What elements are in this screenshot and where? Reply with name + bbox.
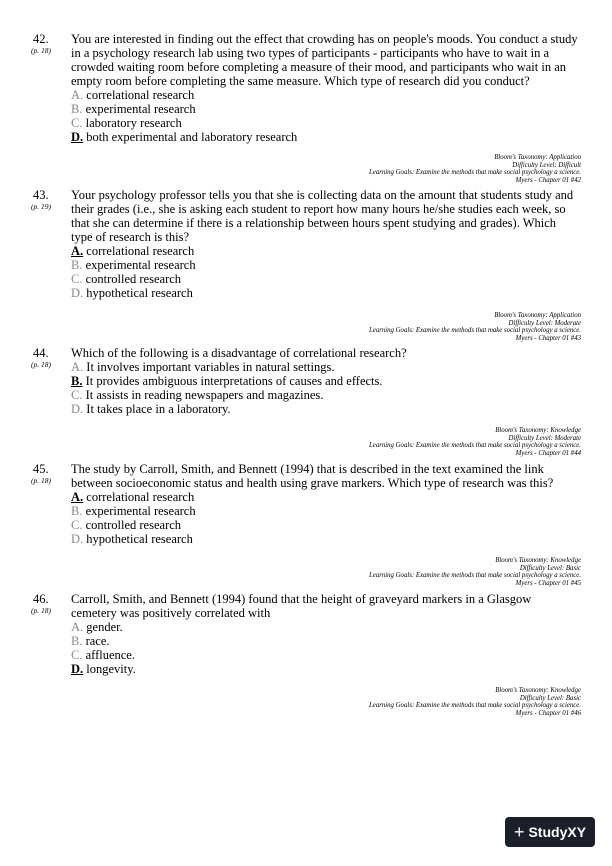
question-number: 43. [33, 188, 49, 202]
question-metadata: Bloom's Taxonomy: Knowledge Difficulty Level: Moderate Learning Goals: Examine the methods that make social psychology a science. Myers - Chapter 01 #44 [369, 427, 581, 457]
question-body [71, 462, 579, 546]
question-number: 42. [33, 32, 49, 46]
option-b[interactable]: B. It provides ambiguous interpretations of causes and effects. [71, 374, 383, 388]
question-body [71, 592, 579, 676]
option-b[interactable]: B. experimental research [71, 102, 196, 116]
options-list [71, 620, 579, 676]
option-c[interactable]: C. affluence. [71, 648, 135, 662]
page-reference: (p. 18) [31, 46, 51, 55]
question-text: Carroll, Smith, and Bennett (1994) found that the height of graveyard markers in a Glasgow cemetery was positively correlated with [71, 592, 532, 620]
options-list [71, 490, 579, 546]
option-d[interactable]: D. both experimental and laboratory research [71, 130, 298, 144]
option-b[interactable]: B. experimental research [71, 504, 196, 518]
option-b[interactable]: B. experimental research [71, 258, 196, 272]
options-list [71, 88, 579, 144]
option-a[interactable]: A. It involves important variables in natural settings. [71, 360, 335, 374]
options-list [71, 360, 579, 416]
question-number: 44. [33, 346, 49, 360]
page-reference: (p. 18) [31, 360, 51, 369]
question-number: 46. [33, 592, 49, 606]
question-body [71, 188, 579, 300]
option-d[interactable]: D. It takes place in a laboratory. [71, 402, 231, 416]
question-metadata: Bloom's Taxonomy: Application Difficulty Level: Moderate Learning Goals: Examine the methods that make social psychology a science. Myers - Chapter 01 #43 [369, 312, 581, 342]
question-number: 45. [33, 462, 49, 476]
option-d[interactable]: D. hypothetical research [71, 286, 193, 300]
question-text: You are interested in finding out the effect that crowding has on people's moods. You conduct a study in a psychology research lab using two types of participants - participants who have to wait in a crowded waiting room before completing a measure of their mood, and participants who wait in an empty room before completing the same measure. Which type of research did you conduct? [71, 32, 578, 88]
option-c[interactable]: C. controlled research [71, 518, 182, 532]
option-c[interactable]: C. It assists in reading newspapers and magazines. [71, 388, 324, 402]
option-b[interactable]: B. race. [71, 634, 110, 648]
question-metadata: Bloom's Taxonomy: Application Difficulty Level: Difficult Learning Goals: Examine the methods that make social psychology a science. Myers - Chapter 01 #42 [369, 154, 581, 184]
option-a[interactable]: A. gender. [71, 620, 123, 634]
page-reference: (p. 18) [31, 606, 51, 615]
page-reference: (p. 18) [31, 476, 51, 485]
question-text: The study by Carroll, Smith, and Bennett (1994) that is described in the text examined the link between socioeconomic status and health using grave markers. Which type of research was this? [71, 462, 554, 490]
question-metadata: Bloom's Taxonomy: Knowledge Difficulty Level: Basic Learning Goals: Examine the methods that make social psychology a science. Myers - Chapter 01 #46 [369, 687, 581, 717]
option-a[interactable]: A. correlational research [71, 490, 195, 504]
question-text: Which of the following is a disadvantage of correlational research? [71, 346, 407, 360]
question-text: Your psychology professor tells you that she is collecting data on the amount that students study and their grades (i.e., she is asking each student to report how many hours he/she studies each week, so that she can determine if there is a relationship between hours spent studying and grades). Which type of research is this? [71, 188, 574, 244]
option-a[interactable]: A. correlational research [71, 88, 195, 102]
page-reference: (p. 19) [31, 202, 51, 211]
question-metadata: Bloom's Taxonomy: Knowledge Difficulty Level: Basic Learning Goals: Examine the methods that make social psychology a science. Myers - Chapter 01 #45 [369, 557, 581, 587]
option-a[interactable]: A. correlational research [71, 244, 195, 258]
option-d[interactable]: D. longevity. [71, 662, 136, 676]
question-body [71, 32, 579, 144]
question-body [71, 346, 579, 416]
option-c[interactable]: C. controlled research [71, 272, 182, 286]
logo-text: StudyXY [528, 824, 587, 840]
studyxy-logo[interactable] [505, 817, 595, 847]
option-d[interactable]: D. hypothetical research [71, 532, 193, 546]
plus-icon: + [513, 821, 525, 842]
options-list [71, 244, 579, 300]
option-c[interactable]: C. laboratory research [71, 116, 182, 130]
